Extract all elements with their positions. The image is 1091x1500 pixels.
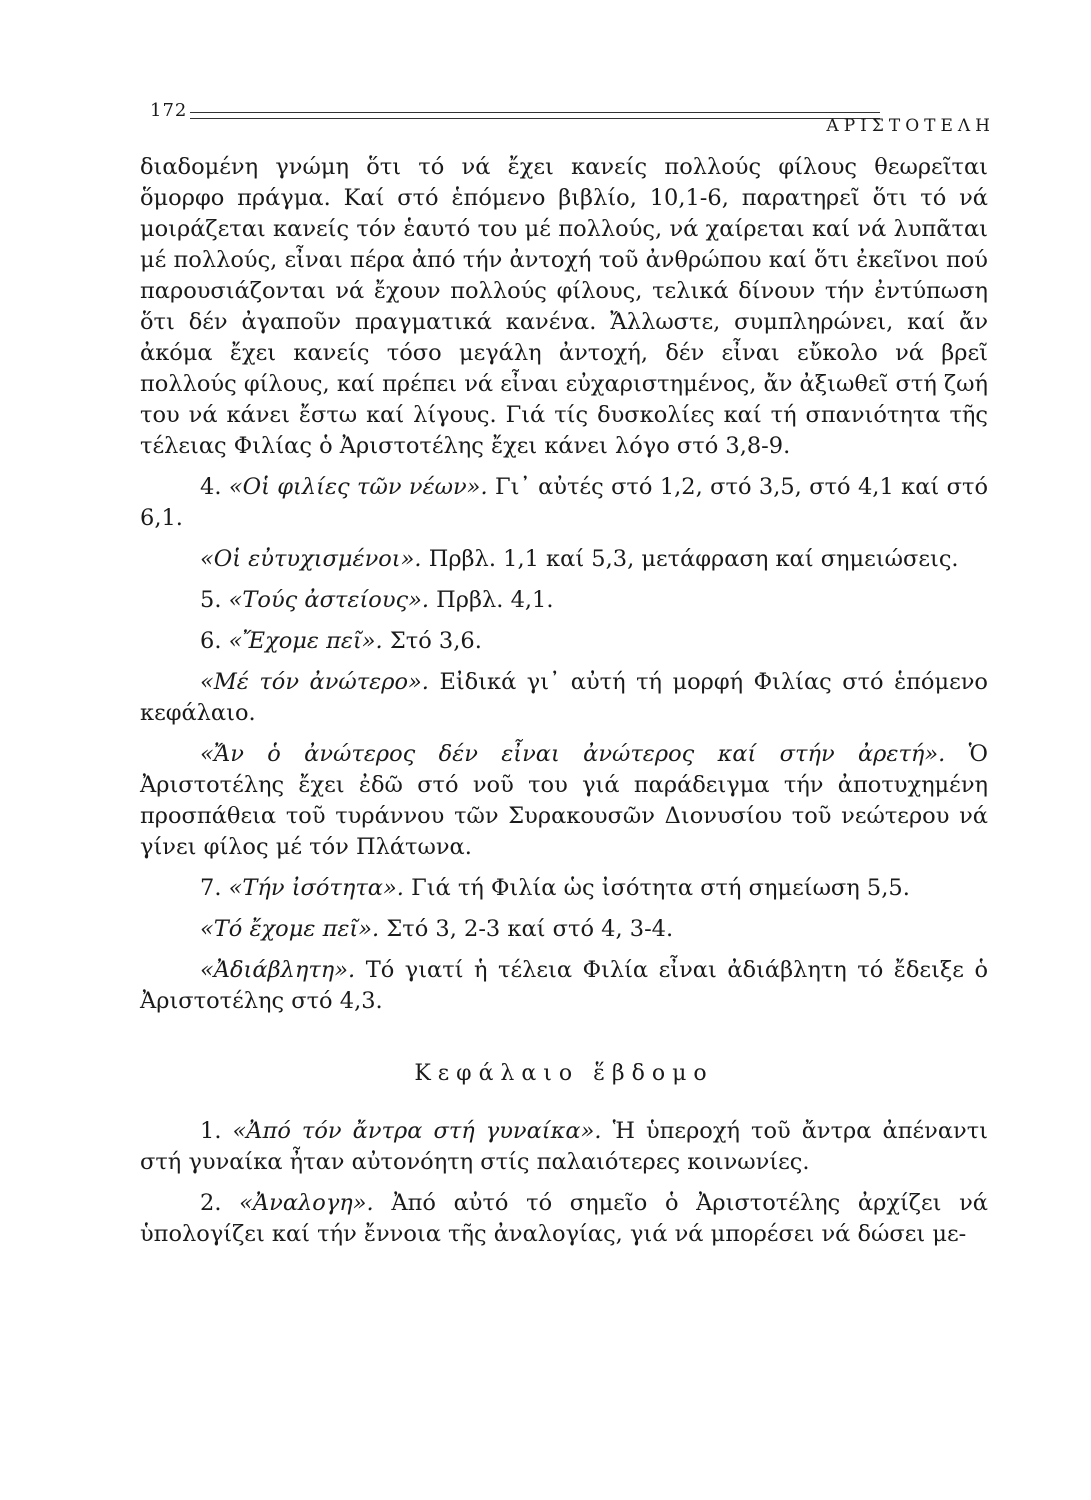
note-6: 6. «Ἔχομε πεῖ». Στό 3,6. xyxy=(200,628,482,654)
note-6c: «Ἄν ὁ ἀνώτερος δέν εἶναι ἀνώτερος καί στήν ἀρετή». Ὁ Ἀριστοτέλης ἔχει ἐδῶ στό νοῦ του γιά παράδειγμα τήν ἀποτυχημένη προσπάθεια τοῦ τυράννου τῶν Συρακουσῶν Διονυσίου τοῦ νεώτερου νά γίνει φίλος μέ τόν Πλάτωνα. xyxy=(140,741,988,860)
note-5: 5. «Τούς ἀστείους». Πρβλ. 4,1. xyxy=(200,587,554,613)
chapter-note-1: 1. «Ἀπό τόν ἄντρα στή γυναίκα». Ἡ ὑπεροχή τοῦ ἄντρα ἀπέναντι στή γυναίκα ἦταν αὐτονόητη στίς παλαιότερες κοινωνίες. xyxy=(140,1118,988,1175)
note-4b: «Οἱ εὐτυχισμένοι». Πρβλ. 1,1 καί 5,3, μετάφραση καί σημειώσεις. xyxy=(200,546,959,572)
chapter-heading: Κεφάλαιο ἕβδομο xyxy=(414,1061,714,1086)
page-header xyxy=(150,100,995,140)
note-7c: «Ἀδιάβλητη». Τό γιατί ἡ τέλεια Φιλία εἶναι ἀδιάβλητη τό ἔδειξε ὁ Ἀριστοτέλης στό 4,3. xyxy=(140,957,989,1014)
body-text xyxy=(140,152,988,1260)
note-7: 7. «Τήν ἰσότητα». Γιά τή Φιλία ὡς ἰσότητα στή σημείωση 5,5. xyxy=(200,875,910,901)
page-number: 172 xyxy=(150,100,188,121)
running-head: ΑΡΙΣΤΟΤΕΛΗ xyxy=(826,116,995,136)
header-rule xyxy=(190,112,880,119)
paragraph-continuation: διαδομένη γνώμη ὅτι τό νά ἔχει κανείς πολλούς φίλους θεωρεῖται ὅμορφο πράγμα. Καί στό ἑπόμενο βιβλίο, 10,1-6, παρατηρεῖ ὅτι τό νά μοιράζεται κανείς τόν ἑαυτό του μέ πολλούς, νά χαίρεται καί νά λυπᾶται μέ πολλούς, εἶναι πέρα ἀπό τήν ἀντοχή τοῦ ἀνθρώπου καί ὅτι ἐκεῖνοι πού παρουσιάζονται νά ἔχουν πολλούς φίλους, τελικά δίνουν τήν ἐντύπωση ὅτι δέν ἀγαποῦν πραγματικά κανένα. Ἄλλωστε, συμπληρώνει, καί ἄν ἀκόμα ἔχει κανείς τόσο μεγάλη ἀντοχή, δέν εἶναι εὔκολο νά βρεῖ πολλούς φίλους, καί πρέπει νά εἶναι εὐχαριστημένος, ἄν ἀξιωθεῖ στή ζωή του νά κάνει ἔστω καί λίγους. Γιά τίς δυσκολίες καί τή σπανιότητα τῆς τέλειας Φιλίας ὁ Ἀριστοτέλης ἔχει κάνει λόγο στό 3,8-9. xyxy=(140,154,988,459)
note-7b: «Τό ἔχομε πεῖ». Στό 3, 2-3 καί στό 4, 3-4. xyxy=(200,916,674,942)
chapter-note-2: 2. «Ἀναλογη». Ἀπό αὐτό τό σημεῖο ὁ Ἀριστοτέλης ἀρχίζει νά ὑπολογίζει καί τήν ἔννοια τῆς ἀναλογίας, γιά νά μπορέσει νά δώσει με- xyxy=(140,1190,989,1247)
note-6b: «Μέ τόν ἀνώτερο». Εἰδικά γι᾽ αὐτή τή μορφή Φιλίας στό ἑπόμενο κεφάλαιο. xyxy=(140,669,988,726)
note-4: 4. «Οἱ φιλίες τῶν νέων». Γι᾽ αὐτές στό 1,2, στό 3,5, στό 4,1 καί στό 6,1. xyxy=(140,474,988,531)
